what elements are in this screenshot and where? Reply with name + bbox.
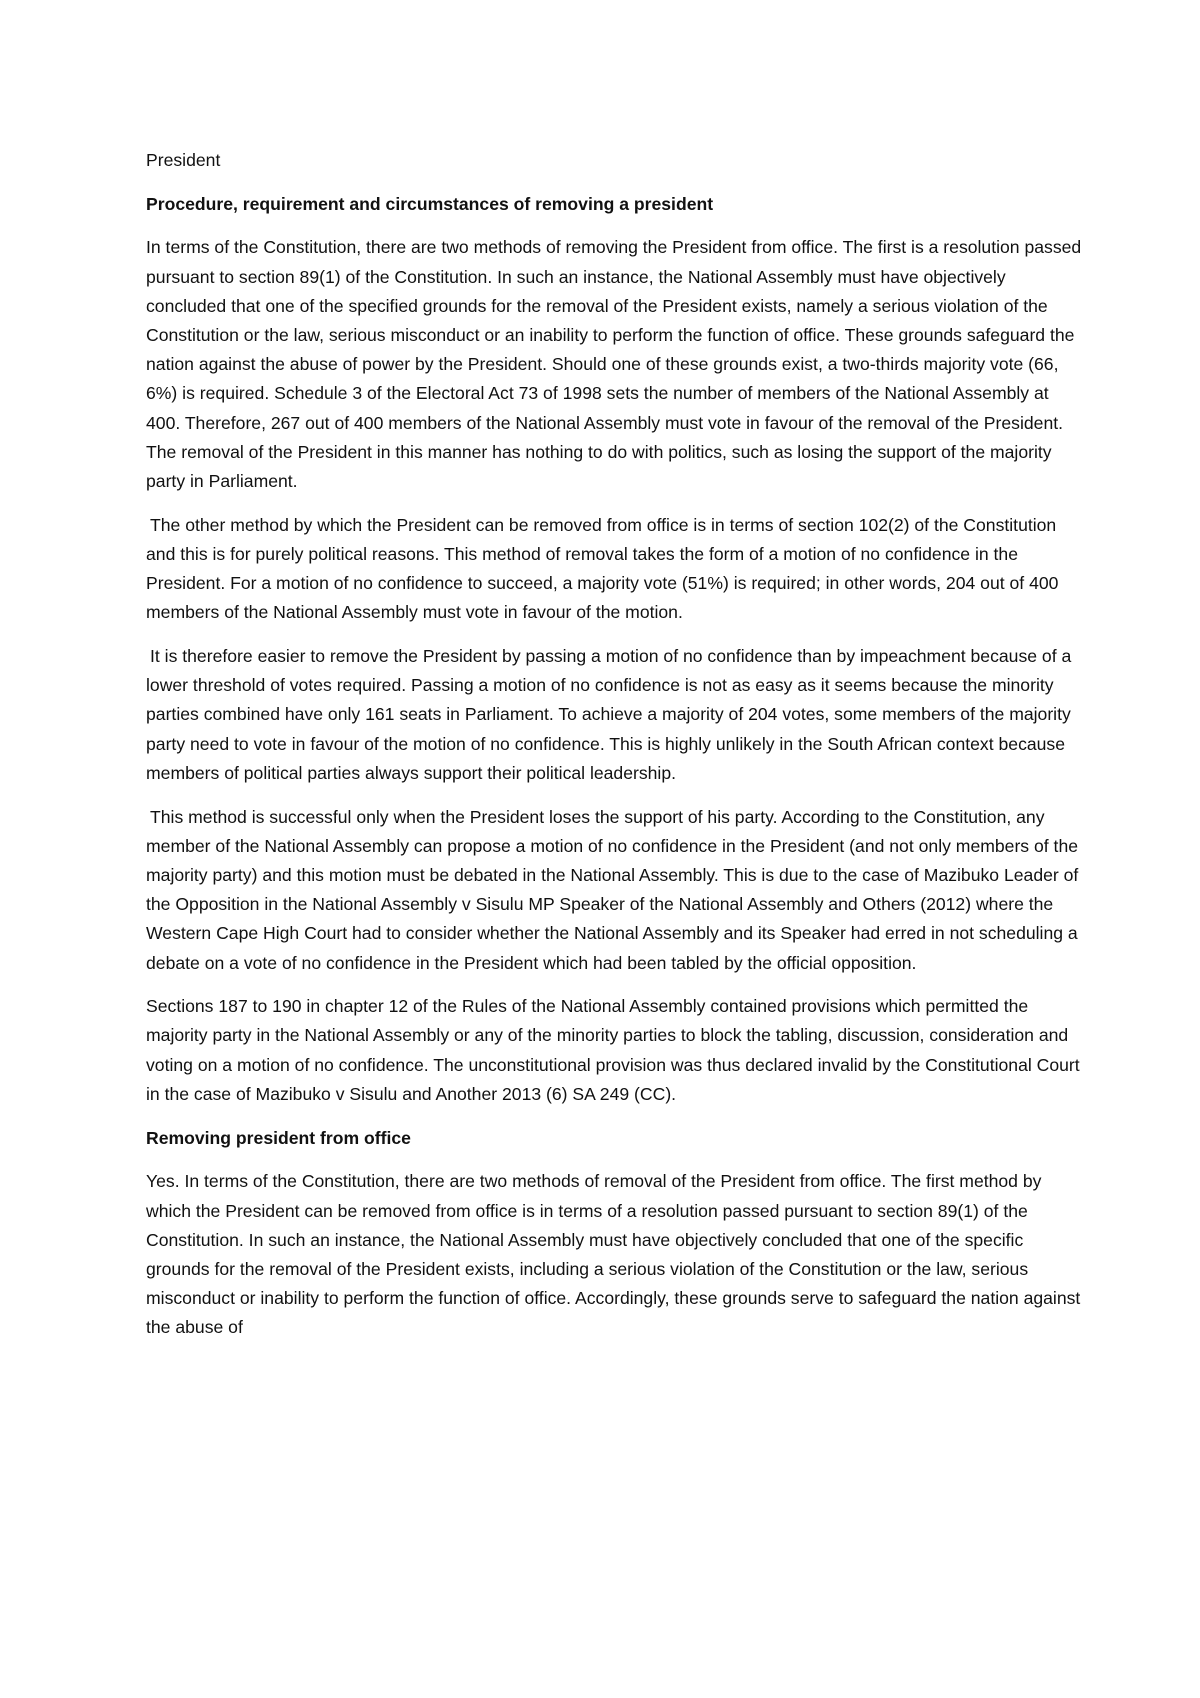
paragraph-mazibuko-case: This method is successful only when the President loses the support of his party. According to the Constitution, any member of the National Assembly can propose a motion of no confidence in the President (and not only members of the majority party) and this motion must be debated in the National Assembly. This is due to the case of Mazibuko Leader of the Opposition in the National Assembly v Sisulu MP Speaker of the National Assembly and Others (2012) where the Western Cape High Court had to consider whether the National Assembly and its Speaker had erred in not scheduling a debate on a vote of no confidence in the President which had been tabled by the official opposition. — [146, 806, 1079, 973]
section-heading-removal-procedure: Procedure, requirement and circumstances of removing a president — [146, 193, 714, 214]
paragraph-two-methods: In terms of the Constitution, there are two methods of removing the President from office. The first is a resolution passed pursuant to section 89(1) of the Constitution. In such an instance, the National Assembly must have objectively concluded that one of the specified grounds for the removal of the President exists, namely a serious violation of the Constitution or the law, serious misconduct or an inability to perform the function of office. These grounds safeguard the nation against the abuse of power by the President. Should one of these grounds exist, a two-thirds majority vote (66, 6%) is required. Schedule 3 of the Electoral Act 73 of 1998 sets the number of members of the National Assembly at 400. Therefore, 267 out of 400 members of the National Assembly must vote in favour of the removal of the President. The removal of the President in this manner has nothing to do with politics, such as losing the support of the majority party in Parliament. — [146, 237, 1082, 492]
document-title: President — [146, 150, 221, 170]
document-page — [146, 146, 1086, 1357]
paragraph-easier-removal: It is therefore easier to remove the President by passing a motion of no confidence than by impeachment because of a lower threshold of votes required. Passing a motion of no confidence is not as easy as it seems because the minority parties combined have only 161 seats in Parliament. To achieve a majority of 204 votes, some members of the majority party need to vote in favour of the motion of no confidence. This is highly unlikely in the South African context because members of political parties always support their political leadership. — [146, 646, 1072, 783]
paragraph-no-confidence-method: The other method by which the President can be removed from office is in terms of section 102(2) of the Constitution and this is for purely political reasons. This method of removal takes the form of a motion of no confidence in the President. For a motion of no confidence to succeed, a majority vote (51%) is required; in other words, 204 out of 400 members of the National Assembly must vote in favour of the motion. — [146, 514, 1059, 623]
paragraph-yes-two-methods: Yes. In terms of the Constitution, there are two methods of removal of the President from office. The first method by which the President can be removed from office is in terms of a resolution passed pursuant to section 89(1) of the Constitution. In such an instance, the National Assembly must have objectively concluded that one of the specific grounds for the removal of the President exists, including a serious violation of the Constitution or the law, serious misconduct or inability to perform the function of office. Accordingly, these grounds serve to safeguard the nation against the abuse of — [146, 1171, 1081, 1338]
paragraph-rules-sections: Sections 187 to 190 in chapter 12 of the Rules of the National Assembly contained provisions which permitted the majority party in the National Assembly or any of the minority parties to block the tabling, discussion, consideration and voting on a motion of no confidence. The unconstitutional provision was thus declared invalid by the Constitutional Court in the case of Mazibuko v Sisulu and Another 2013 (6) SA 249 (CC). — [146, 996, 1080, 1104]
section-heading-removing-president: Removing president from office — [146, 1127, 411, 1148]
